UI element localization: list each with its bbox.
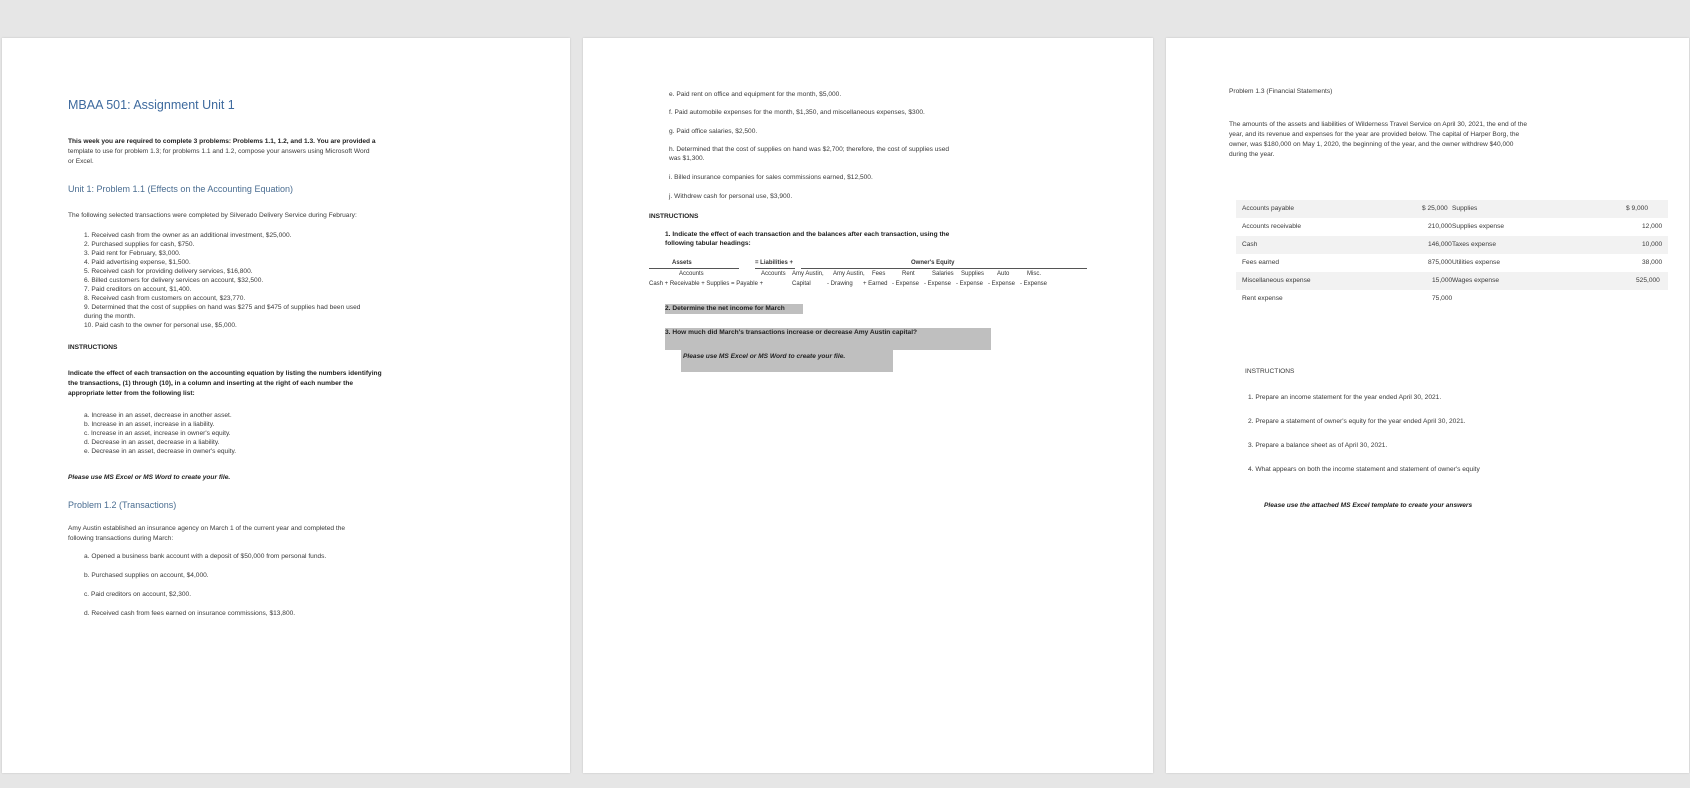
heading-expense: - Expense	[956, 281, 984, 287]
instructions-line: appropriate letter from the following list:	[68, 390, 195, 397]
question-1: following tabular headings:	[665, 240, 751, 247]
list-item: b. Increase in an asset, increase in a liability.	[84, 421, 215, 428]
problem-1-2-lead: Amy Austin established an insurance agency on March 1 of the current year and completed the	[68, 525, 346, 532]
heading-owners-equity: Owner's Equity	[911, 260, 955, 266]
heading-expense: - Expense	[924, 281, 952, 287]
heading-misc: Misc.	[1027, 271, 1041, 277]
heading-accounts: Accounts	[679, 271, 704, 277]
heading-assets: Assets	[672, 260, 692, 266]
heading-expense: - Expense	[892, 281, 920, 287]
list-item: 5. Received cash for providing delivery services, $16,800.	[84, 268, 253, 275]
heading-expense: - Expense	[1020, 281, 1048, 287]
account-value: 12,000	[1642, 223, 1663, 230]
list-item: f. Paid automobile expenses for the month, $1,350, and miscellaneous expenses, $300.	[669, 109, 925, 116]
instructions-line: the transactions, (1) through (10), in a column and inserting at the right of each number the	[68, 380, 354, 387]
underline	[649, 268, 739, 269]
list-item: during the month.	[84, 313, 136, 320]
heading-amy-austin: Amy Austin,	[833, 271, 865, 277]
account-name: Miscellaneous expense	[1242, 277, 1311, 284]
list-item: e. Decrease in an asset, decrease in owner's equity.	[84, 448, 237, 455]
problem-1-1-lead: The following selected transactions were completed by Silverado Delivery Service during February:	[68, 212, 357, 219]
list-item: 7. Paid creditors on account, $1,400.	[84, 286, 192, 293]
account-value: 75,000	[1432, 295, 1453, 302]
list-item: 3. Paid rent for February, $3,000.	[84, 250, 181, 257]
account-name: Taxes expense	[1452, 241, 1496, 248]
table-row	[1236, 200, 1668, 218]
account-value: $ 9,000	[1626, 205, 1648, 212]
list-item: was $1,300.	[669, 155, 705, 162]
account-value: 875,000	[1428, 259, 1452, 266]
account-value: 146,000	[1428, 241, 1452, 248]
list-item: 9. Determined that the cost of supplies on hand was $275 and $475 of supplies had been used	[84, 304, 361, 311]
instruction-item: 4. What appears on both the income statement and statement of owner's equity	[1248, 466, 1480, 473]
underline	[755, 268, 795, 269]
intro-line: template to use for problem 1.3; for problems 1.1 and 1.2, compose your answers using Microsoft Word	[68, 148, 370, 155]
document-page-3	[1166, 38, 1689, 773]
document-page-2	[583, 38, 1153, 773]
table-row	[1236, 254, 1668, 272]
list-item: 4. Paid advertising expense, $1,500.	[84, 259, 191, 266]
table-row	[1236, 290, 1668, 308]
list-item: 6. Billed customers for delivery services on account, $32,500.	[84, 277, 264, 284]
heading-amy-austin: Amy Austin,	[792, 271, 824, 277]
account-name: Fees earned	[1242, 259, 1280, 266]
account-name: Supplies expense	[1452, 223, 1505, 230]
question-2: 2. Determine the net income for March	[665, 305, 785, 312]
list-item: i. Billed insurance companies for sales commissions earned, $12,500.	[669, 174, 873, 181]
heading-equation: Cash + Receivable + Supplies = Payable +	[649, 281, 764, 287]
list-item: 1. Received cash from the owner as an additional investment, $25,000.	[84, 232, 292, 239]
underline	[801, 268, 1087, 269]
document-page-1	[2, 38, 570, 773]
list-item: b. Purchased supplies on account, $4,000.	[84, 572, 209, 579]
heading-salaries: Salaries	[932, 271, 954, 277]
heading-drawing: - Drawing	[827, 281, 853, 287]
list-item: 10. Paid cash to the owner for personal use, $5,000.	[84, 322, 237, 329]
instruction-item: 2. Prepare a statement of owner's equity for the year ended April 30, 2021.	[1248, 418, 1466, 425]
account-name: Supplies	[1452, 205, 1478, 212]
heading-liabilities: = Liabilities +	[755, 260, 794, 266]
heading-earned: + Earned	[863, 281, 888, 287]
list-item: 8. Received cash from customers on account, $23,770.	[84, 295, 246, 302]
problem-1-1-heading: Unit 1: Problem 1.1 (Effects on the Accounting Equation)	[68, 184, 293, 194]
problem-1-3-lead: year, and its revenue and expenses for the year are provided below. The capital of Harper Borg, the	[1229, 131, 1520, 138]
account-name: Accounts receivable	[1242, 223, 1302, 230]
list-item: c. Paid creditors on account, $2,300.	[84, 591, 192, 598]
account-value: 525,000	[1636, 277, 1660, 284]
instruction-item: 3. Prepare a balance sheet as of April 30, 2021.	[1248, 442, 1388, 449]
account-value: $ 25,000	[1422, 205, 1448, 212]
question-3: 3. How much did March's transactions increase or decrease Amy Austin capital?	[665, 329, 918, 336]
account-name: Accounts payable	[1242, 205, 1295, 212]
account-value: 210,000	[1428, 223, 1452, 230]
list-item: a. Opened a business bank account with a deposit of $50,000 from personal funds.	[84, 553, 327, 560]
problem-1-3-lead: during the year.	[1229, 151, 1275, 158]
account-value: 38,000	[1642, 259, 1663, 266]
problem-1-3-lead: owner, was $180,000 on May 1, 2020, the beginning of the year, and the owner withdrew $40,000	[1229, 141, 1514, 148]
heading-capital: Capital	[792, 281, 811, 287]
problem-1-2-lead: following transactions during March:	[68, 535, 174, 542]
list-item: d. Received cash from fees earned on insurance commissions, $13,800.	[84, 610, 296, 617]
use-excel-note: Please use MS Excel or MS Word to create your file.	[683, 353, 846, 360]
instruction-item: 1. Prepare an income statement for the year ended April 30, 2021.	[1248, 394, 1442, 401]
instructions-line: Indicate the effect of each transaction on the accounting equation by listing the numbers identifying	[68, 370, 382, 377]
question-1: 1. Indicate the effect of each transaction and the balances after each transaction, using the	[665, 231, 950, 238]
list-item: c. Increase in an asset, increase in owner's equity.	[84, 430, 231, 437]
problem-1-3-lead: The amounts of the assets and liabilities of Wilderness Travel Service on April 30, 2021, the end of the	[1229, 121, 1527, 128]
problem-1-3-heading: Problem 1.3 (Financial Statements)	[1229, 88, 1333, 95]
heading-auto: Auto	[997, 271, 1010, 277]
instructions-label: INSTRUCTIONS	[1245, 368, 1295, 375]
list-item: a. Increase in an asset, decrease in another asset.	[84, 412, 232, 419]
account-value: 10,000	[1642, 241, 1663, 248]
template-note: Please use the attached MS Excel template to create your answers	[1264, 502, 1473, 509]
list-item: j. Withdrew cash for personal use, $3,900.	[669, 193, 793, 200]
assignment-title: MBAA 501: Assignment Unit 1	[68, 98, 235, 112]
use-excel-note: Please use MS Excel or MS Word to create your file.	[68, 474, 231, 481]
list-item: h. Determined that the cost of supplies on hand was $2,700; therefore, the cost of supplies used	[669, 146, 950, 153]
problem-1-2-heading: Problem 1.2 (Transactions)	[68, 500, 177, 510]
heading-fees: Fees	[872, 271, 886, 277]
list-item: g. Paid office salaries, $2,500.	[669, 128, 758, 135]
account-value: 15,000	[1432, 277, 1453, 284]
table-row	[1236, 236, 1668, 254]
heading-supplies: Supplies	[961, 271, 985, 277]
list-item: 2. Purchased supplies for cash, $750.	[84, 241, 195, 248]
heading-expense: - Expense	[988, 281, 1016, 287]
account-name: Utilities expense	[1452, 259, 1501, 266]
account-name: Rent expense	[1242, 295, 1283, 302]
intro-line: or Excel.	[68, 158, 94, 165]
list-item: d. Decrease in an asset, decrease in a liability.	[84, 439, 220, 446]
instructions-label: INSTRUCTIONS	[649, 213, 699, 220]
table-row	[1236, 272, 1668, 290]
account-name: Cash	[1242, 241, 1258, 248]
list-item: e. Paid rent on office and equipment for the month, $5,000.	[669, 91, 842, 98]
heading-rent: Rent	[902, 271, 915, 277]
account-name: Wages expense	[1452, 277, 1500, 284]
table-row	[1236, 218, 1668, 236]
instructions-label: INSTRUCTIONS	[68, 344, 118, 351]
heading-accounts: Accounts	[761, 271, 786, 277]
intro-line: This week you are required to complete 3 problems: Problems 1.1, 1.2, and 1.3. You are provided a	[68, 138, 376, 145]
